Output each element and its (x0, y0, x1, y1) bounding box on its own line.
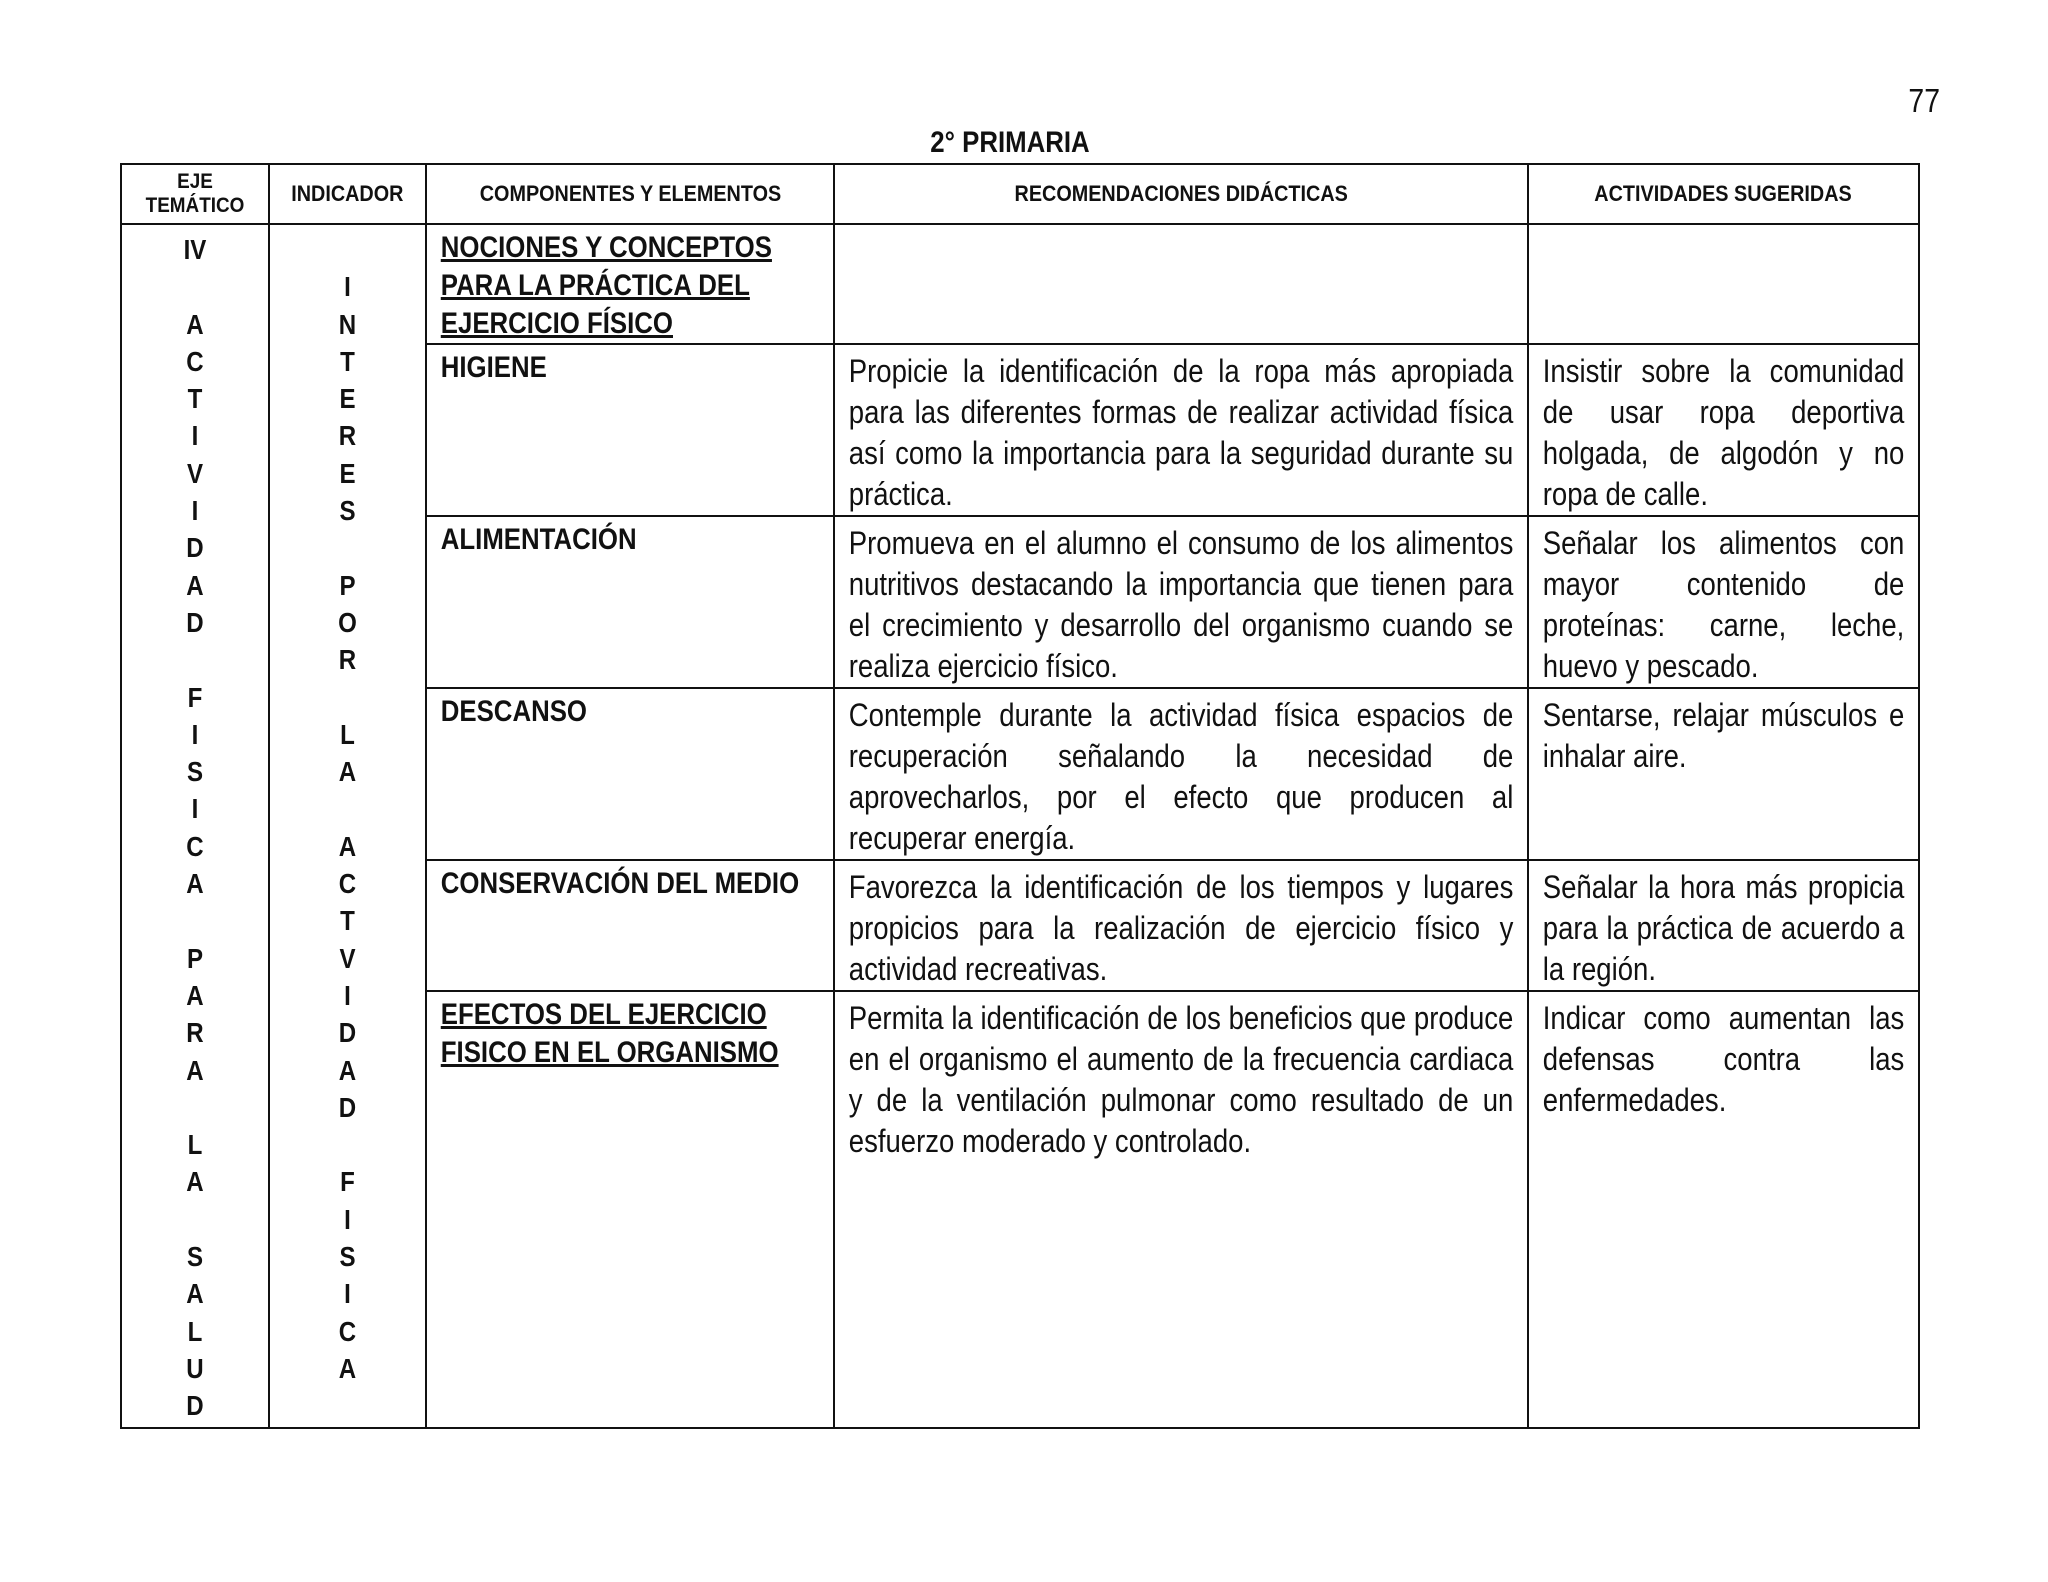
componente-cell (426, 860, 834, 991)
eje-tematico-cell (121, 224, 269, 1428)
recomendacion-text: Favorezca la identificación de los tiempos y lugares propicios para la realización de ejercicio físico y actividad recreativas. (848, 869, 1514, 987)
componente-title: NOCIONES Y CONCEPTOS PARA LA PRÁCTICA DEL EJERCICIO FÍSICO (440, 231, 772, 340)
header-eje-tematico: EJE TEMÁTICO (121, 164, 269, 224)
indicador-cell (269, 224, 426, 1428)
recomendacion-cell (834, 991, 1528, 1428)
actividad-cell (1528, 224, 1919, 344)
header-indicador: INDICADOR (269, 164, 426, 224)
actividad-cell (1528, 516, 1919, 688)
componente-title: DESCANSO (440, 695, 587, 728)
componente-cell (426, 344, 834, 516)
recomendacion-text: Contemple durante la actividad física espacios de recuperación señalando la necesidad de aprovecharlos, por el efecto que producen al recuperar energía. (848, 697, 1514, 856)
page-title: 2° PRIMARIA (930, 126, 1090, 159)
recomendacion-text: Permita la identificación de los beneficios que produce en el organismo el aumento de la frecuencia cardiaca y de la ventilación pulmonar como resultado de un esfuerzo moderado y controlado. (848, 1000, 1514, 1159)
table-row (121, 224, 1919, 344)
eje-tematico-text: IV A C T I V I D A D F I S I C A P A R A L A S A L U D (183, 234, 207, 1422)
componente-title: CONSERVACIÓN DEL MEDIO (440, 867, 800, 900)
header-recomendaciones: RECOMENDACIONES DIDÁCTICAS (834, 164, 1528, 224)
actividad-cell (1528, 860, 1919, 991)
indicador-text: I N T E R E S P O R L A A C T V I D A D F I S I C A (338, 271, 357, 1384)
componente-cell (426, 224, 834, 344)
actividad-text: Señalar la hora más propicia para la práctica de acuerdo a la región. (1542, 869, 1905, 987)
page-number: 77 (1908, 82, 1940, 119)
recomendacion-text: Propicie la identificación de la ropa más apropiada para las diferentes formas de realizar actividad física así como la importancia para la seguridad durante su práctica. (848, 353, 1514, 512)
curriculum-table (120, 163, 1920, 1429)
actividad-cell (1528, 344, 1919, 516)
componente-cell (426, 516, 834, 688)
header-actividades: ACTIVIDADES SUGERIDAS (1528, 164, 1919, 224)
recomendacion-cell (834, 344, 1528, 516)
componente-title: HIGIENE (440, 351, 547, 384)
recomendacion-text (835, 225, 1527, 231)
actividad-text: Sentarse, relajar músculos e inhalar aire. (1542, 697, 1905, 774)
actividad-cell (1528, 688, 1919, 860)
actividad-cell (1528, 991, 1919, 1428)
recomendacion-cell (834, 516, 1528, 688)
recomendacion-cell (834, 860, 1528, 991)
actividad-text: Indicar como aumentan las defensas contra las enfermedades. (1542, 1000, 1905, 1118)
componente-cell (426, 991, 834, 1428)
componente-title: ALIMENTACIÓN (440, 523, 637, 556)
actividad-text: Insistir sobre la comunidad de usar ropa deportiva holgada, de algodón y no ropa de calle. (1542, 353, 1905, 512)
recomendacion-cell (834, 224, 1528, 344)
actividad-text (1529, 225, 1918, 231)
header-componentes: COMPONENTES Y ELEMENTOS (426, 164, 834, 224)
componente-title: EFECTOS DEL EJERCICIO FISICO EN EL ORGANISMO (440, 998, 779, 1069)
componente-cell (426, 688, 834, 860)
actividad-text: Señalar los alimentos con mayor contenido de proteínas: carne, leche, huevo y pescado. (1542, 525, 1905, 684)
recomendacion-cell (834, 688, 1528, 860)
table-header-row (121, 164, 1919, 224)
recomendacion-text: Promueva en el alumno el consumo de los alimentos nutritivos destacando la importancia que tienen para el crecimiento y desarrollo del organismo cuando se realiza ejercicio físico. (848, 525, 1514, 684)
